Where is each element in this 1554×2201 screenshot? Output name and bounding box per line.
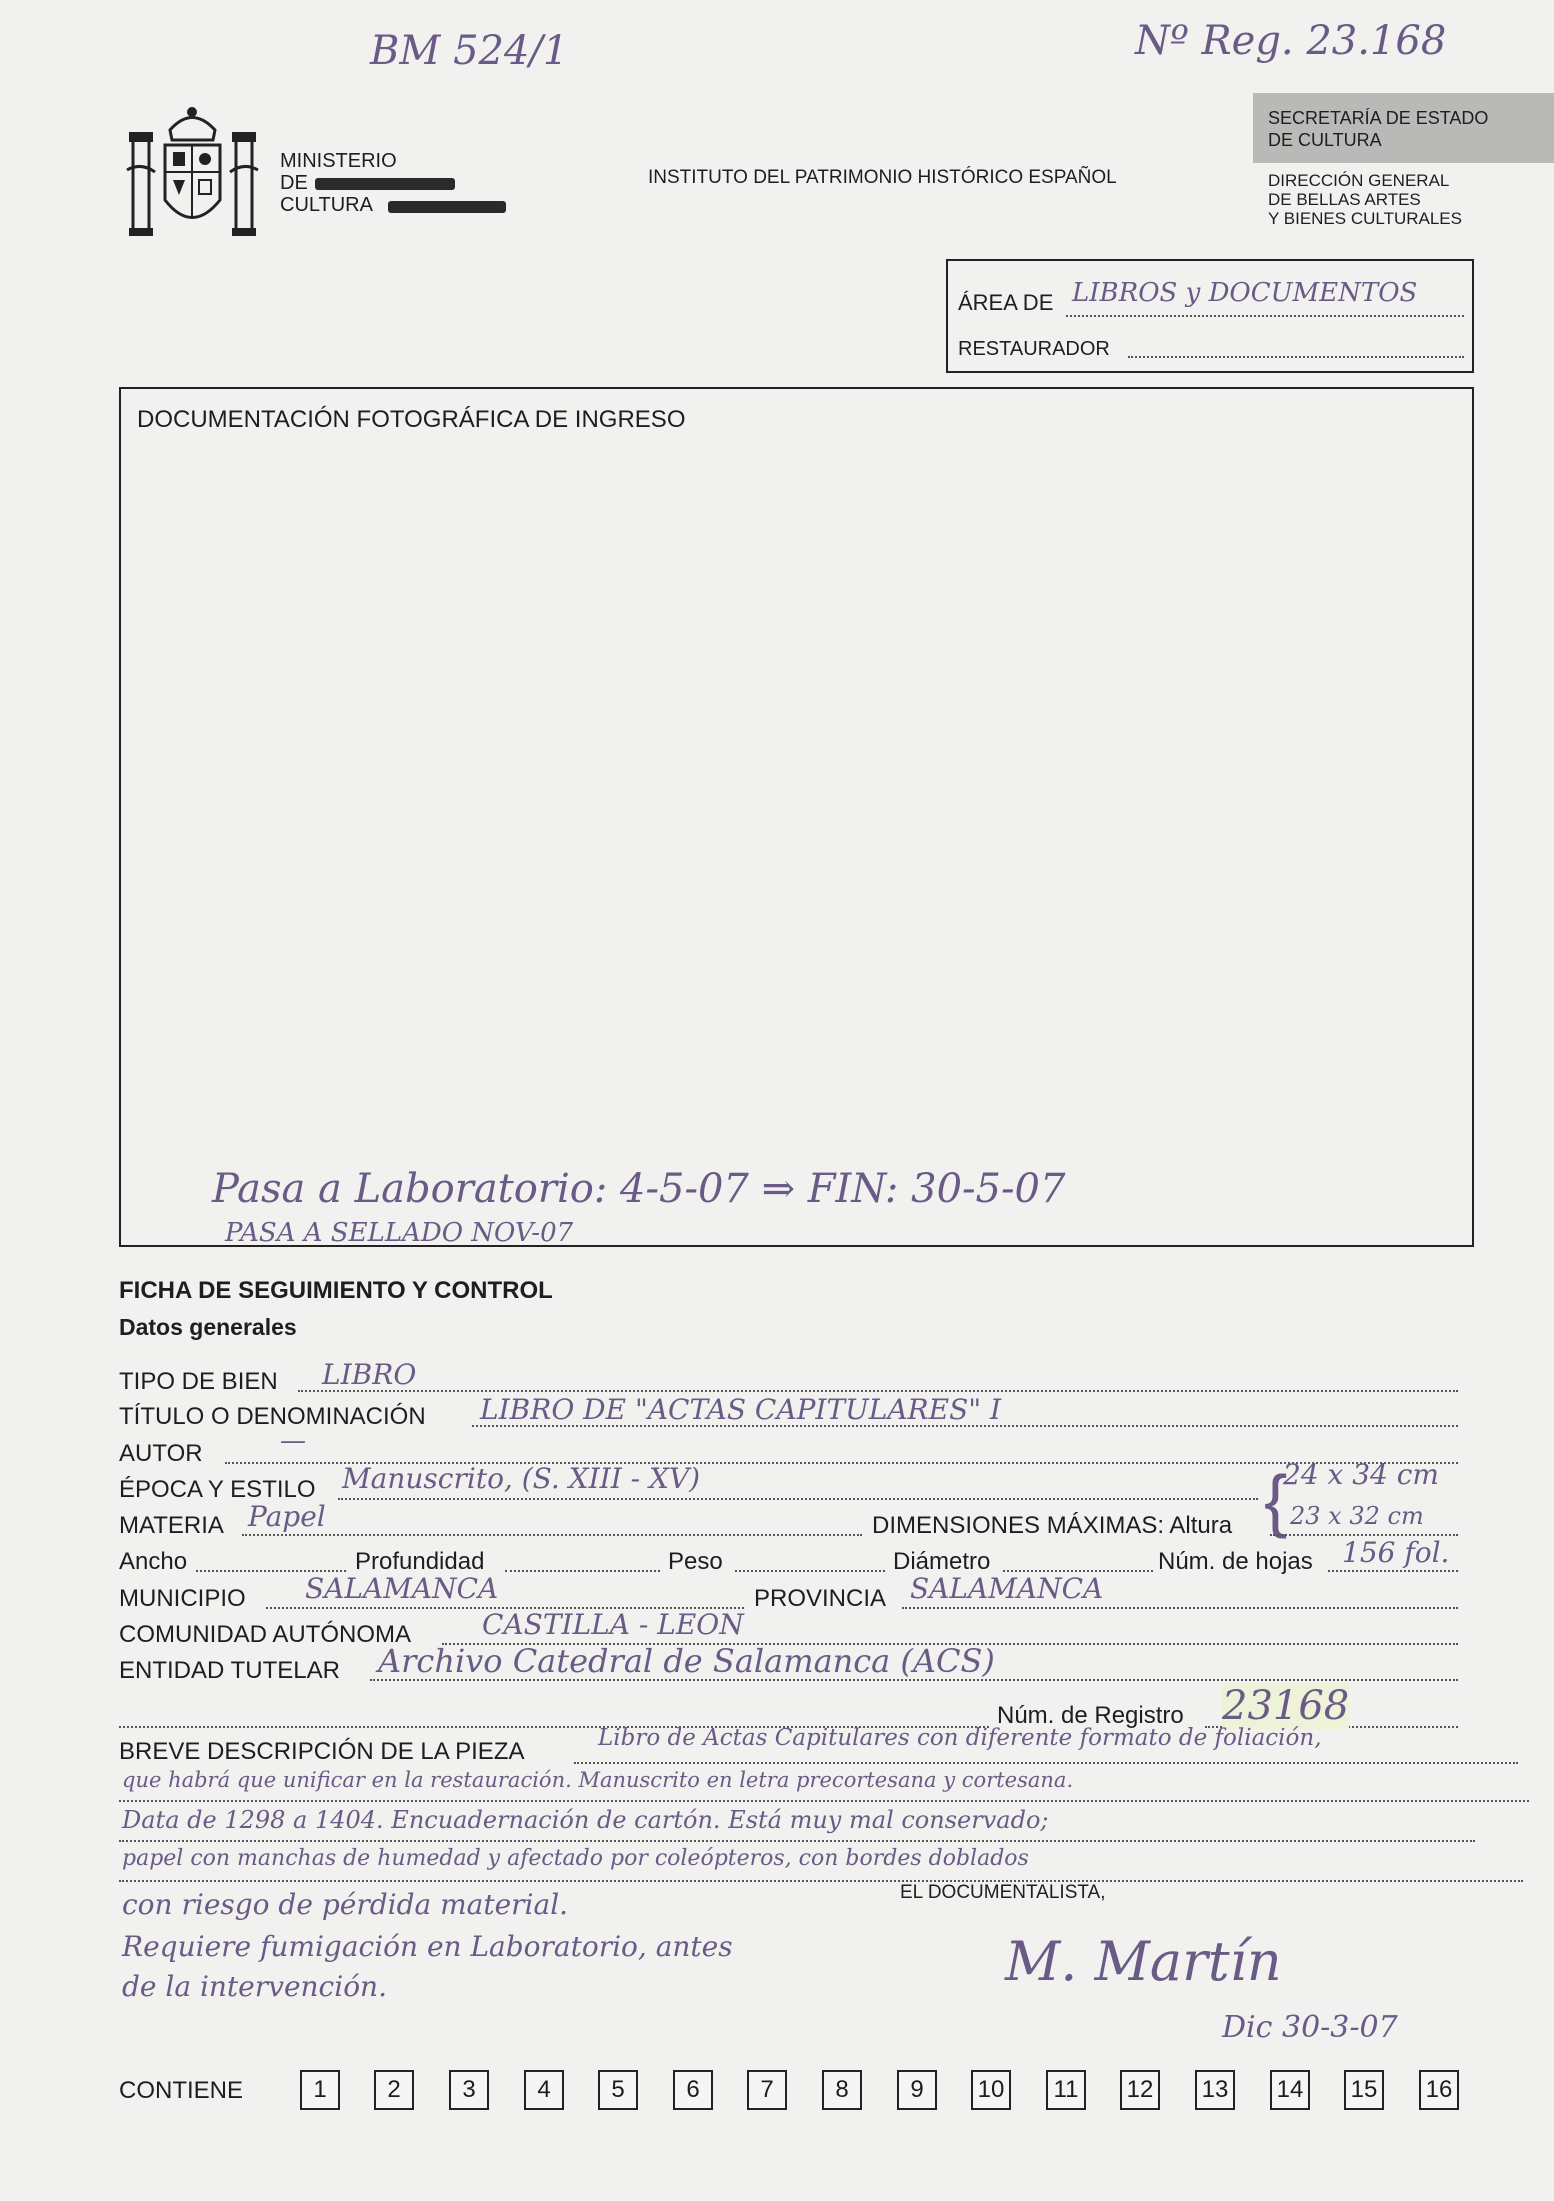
breve-line-2	[119, 1800, 1529, 1802]
tipo-line	[298, 1390, 1458, 1392]
municipio-value[interactable]: SALAMANCA	[305, 1572, 499, 1605]
ministry-redaction-2	[388, 201, 506, 213]
breve-text-1[interactable]: Libro de Actas Capitulares con diferente formato de foliación,	[598, 1725, 1322, 1751]
direccion-line-1: DIRECCIÓN GENERAL	[1268, 171, 1450, 190]
secretaria-line-2: DE CULTURA	[1268, 130, 1382, 150]
contiene-box[interactable]: 13	[1195, 2070, 1235, 2110]
photo-note-sellado: PASA A SELLADO NOV-07	[225, 1218, 574, 1248]
breve-text-4[interactable]: papel con manchas de humedad y afectado por coleópteros, con bordes doblados	[122, 1846, 1029, 1871]
direccion-line-3: Y BIENES CULTURALES	[1268, 209, 1462, 228]
peso-label: Peso	[668, 1548, 723, 1575]
restaurador-label: RESTAURADOR	[958, 338, 1110, 360]
direccion-line-2: DE BELLAS ARTES	[1268, 190, 1421, 209]
photo-documentation-frame	[119, 387, 1474, 1247]
comunidad-label: COMUNIDAD AUTÓNOMA	[119, 1621, 412, 1648]
contiene-box[interactable]: 10	[971, 2070, 1011, 2110]
municipio-label: MUNICIPIO	[119, 1585, 246, 1612]
contiene-box[interactable]: 6	[673, 2070, 713, 2110]
secretaria-line-1: SECRETARÍA DE ESTADO	[1268, 108, 1489, 128]
restaurador-line[interactable]	[1128, 356, 1464, 358]
breve-text-5[interactable]: con riesgo de pérdida material.	[122, 1888, 569, 1921]
contiene-box[interactable]: 14	[1270, 2070, 1310, 2110]
contiene-label: CONTIENE	[119, 2077, 244, 2104]
hojas-value[interactable]: 156 fol.	[1342, 1536, 1450, 1569]
breve-text-3[interactable]: Data de 1298 a 1404. Encuadernación de cartón. Está muy mal conservado;	[122, 1806, 1049, 1834]
registro-label: Núm. de Registro	[997, 1702, 1184, 1729]
epoca-label: ÉPOCA Y ESTILO	[119, 1476, 316, 1503]
contiene-box[interactable]: 12	[1120, 2070, 1160, 2110]
provincia-label: PROVINCIA	[754, 1585, 887, 1612]
documentalista-signature: M. Martín	[1005, 1930, 1282, 1993]
titulo-label: TÍTULO O DENOMINACIÓN	[119, 1403, 426, 1430]
breve-label: BREVE DESCRIPCIÓN DE LA PIEZA	[119, 1738, 525, 1765]
peso-line[interactable]	[735, 1570, 885, 1572]
breve-line-1	[574, 1762, 1518, 1764]
contiene-box[interactable]: 16	[1419, 2070, 1459, 2110]
breve-text-6[interactable]: Requiere fumigación en Laboratorio, antes	[122, 1930, 733, 1963]
epoca-value[interactable]: Manuscrito, (S. XIII - XV)	[342, 1462, 701, 1495]
entidad-value[interactable]: Archivo Catedral de Salamanca (ACS)	[378, 1642, 995, 1680]
hojas-label: Núm. de hojas	[1158, 1548, 1313, 1575]
ancho-label: Ancho	[119, 1548, 188, 1575]
autor-value[interactable]: —	[280, 1426, 306, 1456]
handwritten-registry-number: Nº Reg. 23.168	[1135, 18, 1447, 64]
materia-value[interactable]: Papel	[248, 1500, 326, 1533]
tipo-value[interactable]: LIBRO	[322, 1358, 417, 1391]
autor-label: AUTOR	[119, 1440, 203, 1467]
handwritten-reference-left: BM 524/1	[370, 28, 569, 74]
ficha-title: FICHA DE SEGUIMIENTO Y CONTROL	[119, 1277, 553, 1304]
spain-coat-of-arms-icon	[125, 100, 260, 240]
ministry-line-1: MINISTERIO	[280, 150, 397, 172]
materia-line	[242, 1534, 862, 1536]
area-label: ÁREA DE	[958, 290, 1054, 315]
titulo-value[interactable]: LIBRO DE "ACTAS CAPITULARES" I	[480, 1393, 1002, 1426]
dimension-note-1: 24 x 34 cm	[1283, 1458, 1439, 1491]
comunidad-value[interactable]: CASTILLA - LEON	[482, 1608, 744, 1641]
contiene-box[interactable]: 8	[822, 2070, 862, 2110]
photo-note-laboratorio: Pasa a Laboratorio: 4-5-07 ⇒ FIN: 30-5-07	[212, 1166, 1066, 1212]
contiene-box[interactable]: 11	[1046, 2070, 1086, 2110]
contiene-box[interactable]: 5	[598, 2070, 638, 2110]
materia-label: MATERIA	[119, 1512, 224, 1539]
dimensiones-label: DIMENSIONES MÁXIMAS: Altura	[872, 1512, 1233, 1539]
tipo-label: TIPO DE BIEN	[119, 1368, 278, 1395]
area-value[interactable]: LIBROS y DOCUMENTOS	[1072, 278, 1418, 308]
signature-date: Dic 30-3-07	[1222, 2010, 1398, 2045]
breve-line-4	[119, 1880, 1523, 1882]
provincia-value[interactable]: SALAMANCA	[910, 1572, 1104, 1605]
epoca-line	[338, 1498, 1258, 1500]
ficha-subtitle: Datos generales	[119, 1314, 297, 1340]
ministry-redaction-1	[315, 178, 455, 190]
breve-text-2[interactable]: que habrá que unificar en la restauración. Manuscrito en letra precortesana y cortesana.	[122, 1768, 1074, 1792]
contiene-box[interactable]: 2	[374, 2070, 414, 2110]
profundidad-line[interactable]	[505, 1570, 660, 1572]
documentalista-label: EL DOCUMENTALISTA,	[900, 1882, 1106, 1903]
contiene-box[interactable]: 9	[897, 2070, 937, 2110]
contiene-box[interactable]: 15	[1344, 2070, 1384, 2110]
hojas-line	[1328, 1570, 1458, 1572]
photo-section-title: DOCUMENTACIÓN FOTOGRÁFICA DE INGRESO	[137, 406, 686, 433]
area-line	[1066, 315, 1464, 317]
breve-text-7[interactable]: de la intervención.	[122, 1970, 387, 2003]
dimension-brace: {	[1264, 1461, 1288, 1539]
ministry-line-3: CULTURA	[280, 194, 373, 216]
contiene-box[interactable]: 4	[524, 2070, 564, 2110]
entidad-label: ENTIDAD TUTELAR	[119, 1657, 340, 1684]
contiene-box[interactable]: 7	[747, 2070, 787, 2110]
diametro-label: Diámetro	[893, 1548, 991, 1575]
profundidad-label: Profundidad	[355, 1548, 485, 1575]
registro-value[interactable]: 23168	[1222, 1683, 1350, 1729]
provincia-line	[902, 1607, 1458, 1609]
dimension-note-2: 23 x 32 cm	[1290, 1502, 1424, 1530]
contiene-box[interactable]: 3	[449, 2070, 489, 2110]
institute-name: INSTITUTO DEL PATRIMONIO HISTÓRICO ESPAÑOL	[648, 167, 1117, 188]
breve-line-3	[119, 1840, 1475, 1842]
ministry-line-2: DE	[280, 172, 308, 194]
contiene-box[interactable]: 1	[300, 2070, 340, 2110]
